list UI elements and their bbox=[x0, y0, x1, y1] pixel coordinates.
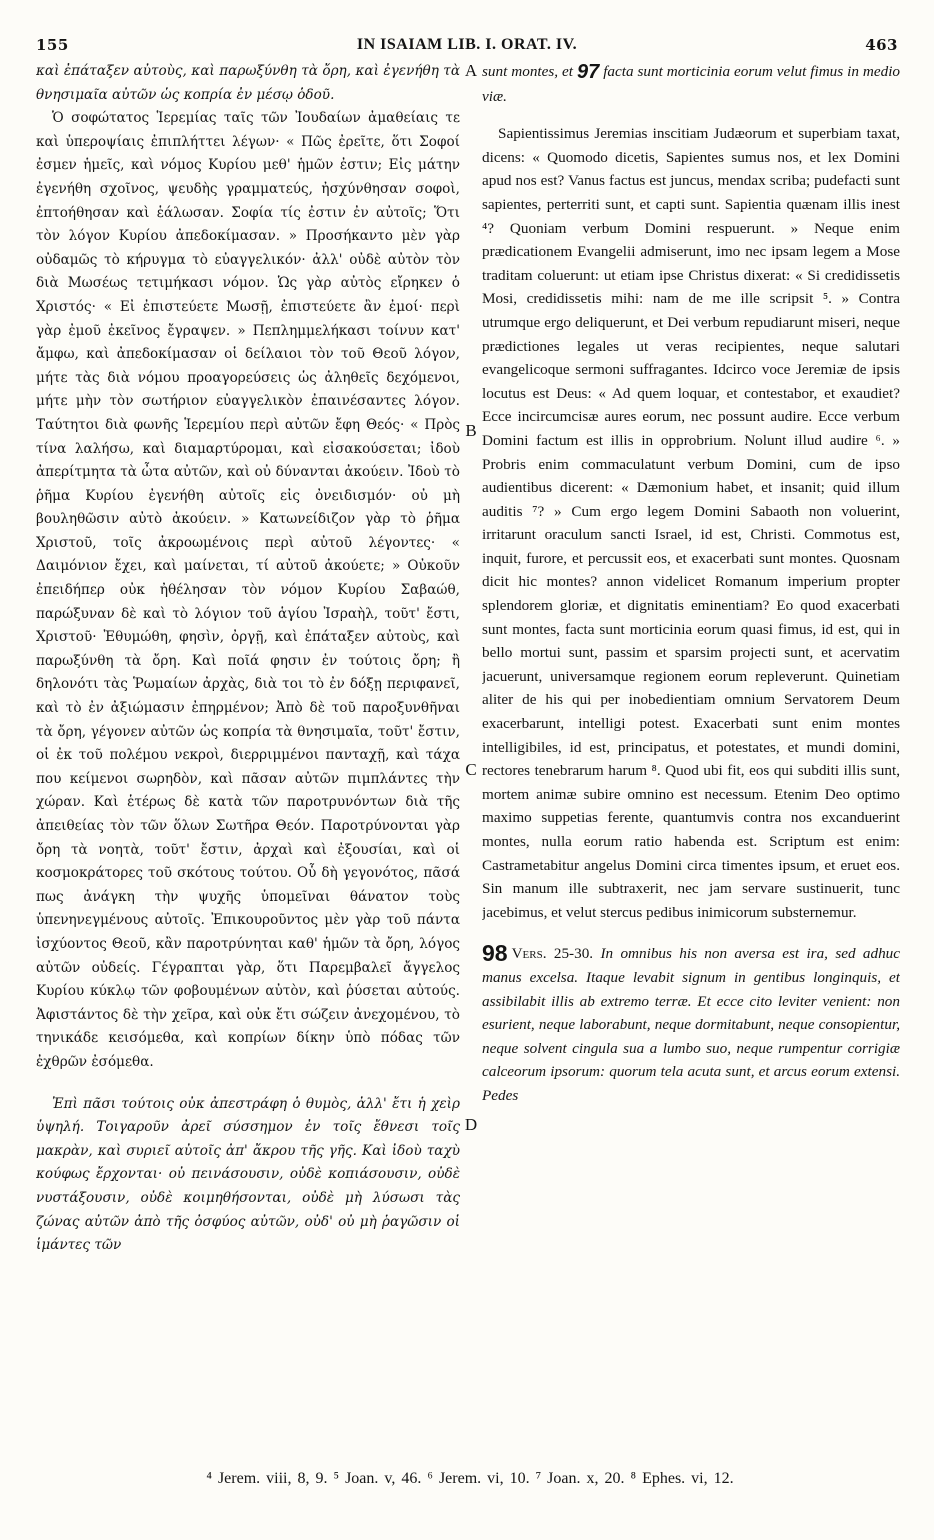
latin-lemma-bottom: 98 Vers. 25-30. In omnibus his non aversa est ira, sed adhuc manus excelsa. Itaque levabit signum in gentibus longinquis, et assibilabit illis ab extremo terræ. Et ecce cito leviter venient: non esurient, neque laborabunt, neque dormitabunt, neque consopientur, neque solvent cingula sua a lumbo suo, neque rumpentur corrigiæ calceorum ipsorum: quorum tela acuta sunt, et arcus eorum extensi. Pedes bbox=[482, 940, 900, 1104]
verse-label: Vers. 25-30. bbox=[511, 945, 594, 963]
running-head bbox=[36, 36, 898, 58]
greek-column bbox=[36, 60, 460, 1470]
latin-lemma-top: sunt montes, et 97 facta sunt morticinia eorum velut fimus in medio viæ. bbox=[482, 61, 900, 105]
greek-lemma-top: καὶ ἐπάταξεν αὐτοὺς, καὶ παρωξύνθη τὰ ὄρη, καὶ ἐγενήθη τὰ θνησιμαῖα αὐτῶν ὡς κοπρία ἐν μέσῳ ὁδοῦ. bbox=[36, 63, 460, 103]
greek-lemma-bottom: Ἐπὶ πᾶσι τούτοις οὐκ ἀπεστράφη ὁ θυμὸς, ἀλλ' ἔτι ἡ χεὶρ ὑψηλή. Τοιγαροῦν ἀρεῖ σύσσημον ἐν τοῖς ἔθνεσι τοῖς μακρὰν, καὶ συριεῖ αὐτοῖς ἀπ' ἄκρου τῆς γῆς. Καὶ ἰδοὺ ταχὺ κούφως ἔρχονται· οὐ πεινάσουσιν, οὐδὲ κοπιάσουσιν, οὐδὲ νυστάξουσιν, οὐδὲ κοιμηθήσονται, οὐδὲ μὴ λύσωσι τὰς ζώνας αὐτῶν ἀπὸ τῆς ὀσφύος αὐτῶν, οὐδ' οὐ μὴ ῥαγῶσιν οἱ ἱμάντες τῶν bbox=[36, 1095, 460, 1254]
greek-commentary: Ὁ σοφώτατος Ἱερεμίας ταῖς τῶν Ἰουδαίων ἀμαθείαις τε καὶ ὑπεροψίαις ἐπιπλήττει λέγων· « Πῶς ἐρεῖτε, ὅτι Σοφοί ἐσμεν ἡμεῖς, καὶ νόμος Κυρίου μεθ' ἡμῶν ἐστιν; Εἰς μάτην ἐγενήθη σχοῖνος, ψευδὴς γραμματεύς, ἠσχύνθησαν σοφοὶ, ἐπτοήθησαν καὶ ἑάλωσαν. Σοφία τίς ἐστιν ἐν αὐτοῖς; Ὅτι τὸν λόγον Κυρίου ἀπεδοκίμασαν. » Προσήκαντο μὲν γὰρ οὐδαμῶς τὸ κήρυγμα τὸ εὐαγγελικόν· ἀλλ' οὐδὲ αὐτὸν τὸν διὰ Μωσέως τετιμήκασι νόμον. Ὡς γὰρ αὐτὸς εἴρηκεν ὁ Χριστός· « Εἰ ἐπιστεύετε Μωσῇ, ἐπιστεύετε ἂν ἐμοί· περὶ γὰρ ἐμοῦ ἐκεῖνος ἔγραψεν. » Πεπλημμελήκασι τοίνυν κατ' ἄμφω, καὶ ἀπεδοκίμασαν οἱ δείλαιοι τὸν τοῦ Θεοῦ λόγον, μήτε τὰς διὰ νόμου προαγορεύσεις ὡς ἀληθεῖς δεχόμενοι, μήτε μὴν τὸν σωτήριον εὐαγγελικὸν ἐπαινέσαντες λόγον. Ταύτητοι διὰ φωνῆς Ἱερεμίου περὶ αὐτῶν ἔφη Θεός· « Πρὸς τίνα λαλήσω, καὶ διαμαρτύρομαι, καὶ εἰσακούσεται; ἰδοὺ ἀπερίτμητα τὰ ὦτα αὐτῶν, καὶ οὐ δύνανται ἀκούειν. Ἰδοὺ τὸ ῥῆμα Κυρίου ἐγενήθη αὐτοῖς εἰς ὀνειδισμόν· οὐ μὴ βουληθῶσιν αὐτὸ ἀκούειν. » Κατωνείδιζον γὰρ τὸ ῥῆμα Χριστοῦ, τοῖς ἀκροωμένοις περὶ αὐτοῦ λέγοντες· « Δαιμόνιον ἔχει, καὶ μαίνεται, τί αὐτοῦ ἀκούετε; » Οὐκοῦν ἐπειδήπερ οὐκ ἠθέλησαν τὸν νόμον Κυρίου Σαβαώθ, παρώξυναν δὲ καὶ τὸ λόγιον τοῦ ἁγίου Ἰσραὴλ, τοῦτ' ἔστι, Χριστοῦ· Ἐθυμώθη, φησὶν, ὀργῇ, καὶ ἐπάταξεν αὐτοὺς, καὶ παρωξύνθη τὰ ὄρη. Καὶ ποῖά φησιν ἐν τούτοις ὄρη; ἢ δηλονότι τὰς Ῥωμαίων ἀρχὰς, διὰ τοι τὸ ἐν δόξῃ περιφανεῖ, καὶ τὸ ἐν ἀξιώμασιν ἐπηρμένον; Ἀπὸ δὲ τοῦ παροξυνθῆναι τὰ ὄρη, γέγονεν αὐτῶν ὡς κοπρία τὰ θνησιμαῖα, τοῦτ' ἔστιν, οἱ ἐκ τοῦ πολέμου νεκροὶ, διερριμμένοι πανταχῇ, καὶ τάχα που κείμενοι σωρηδὸν, καὶ πᾶσαν αὐτῶν πιμπλάντες τὴν χώραν. Καὶ ἑτέρως δὲ κατὰ τῶν παροτρυνόντων διὰ τῆς ἀπειθείας τὸν τῶν ὅλων Σωτῆρα Θεόν. Παροτρύνονται γὰρ ὄρη τὰ νοητὰ, τοῦτ' ἔστιν, ἀρχαὶ καὶ ἐξουσίαι, καὶ οἱ κοσμοκράτορες τοῦ σκότους τούτου. Οὗ δὴ γεγονότος, πᾶσά πως ἀνάγκη τὴν ψυχῆς ὑπομεῖναι θάνατον τοὺς ὑπενηνεγμένους αὐτοῖς. Ἐπικουροῦντος μὲν γὰρ τοῦ πάντα ἰσχύοντος Θεοῦ, κἂν παροτρύνηται καθ' ἡμῶν τὰ ὄρη, λόγος αὐτῶν οὐδείς. Γέγραπται γὰρ, ὅτι Παρεμβαλεῖ ἄγγελος Κυρίου κύκλῳ τῶν φοβουμένων αὐτὸν, καὶ ῥύσεται αὐτούς. Ἀφιστάντος δὲ τὴν χεῖρα, καὶ οὐκ ἔτι σώζειν ἀνεχομένου, τὸ τηνικάδε κεισόμεθα, καὶ κοπρίων δίκην ὑπὸ πόδας τῶν ἐχθρῶν ἐσόμεθα. bbox=[36, 110, 460, 1070]
margin-mark-b: B bbox=[465, 421, 477, 440]
page-number-right: 463 bbox=[865, 36, 898, 54]
margin-mark-a: A bbox=[464, 61, 478, 80]
latin-commentary: Sapientissimus Jeremias inscitiam Judæorum et superbiam taxat, dicens: « Quomodo dicetis, Sapientes sumus nos, et lex Domini apud nos est? Vanus factus est juncus, mendax scriba; pudefacti sunt sapientes, perterriti sunt, et capti sunt. Sapientia quænam illis inest ⁴? Quoniam verbum Domini respuerunt. » Neque enim prædicationem Evangelii admiserunt, imo nec ipsam legem a Mose traditam coluerunt: ut etiam ipse Christus dixerat: « Si credidissetis Mosi, credidissetis mihi: nam de me ille scripsit ⁵. » Contra utrumque ergo deliquerunt, et Dei verbum repudiarunt miseri, neque prædictiones legales ut veras recipientes, neque salutari evangelicoque sermoni suffragantes. Idcirco voce Jeremiæ de ipsis locutus est Deus: « Ad quem loquar, et contestabor, et exaudiet? Ecce incircumcisæ aures eorum, nec possunt audire. Ecce verbum Domini factum est illis in opprobrium. Nolunt illud audire ⁶. » Probris enim commaculatunt verbum Domini, cum de ipso audientibus dicerent: « Dæmonium habet, et insanit; quid illum auditis ⁷? » Cum ergo legem Domini Sabaoth non voluerint, irritarunt oraculum sancti Israel, id est, Christi. Commotus est, inquit, furore, et percussit eos, et exacerbati sunt montes. Quosnam dicit hic montes? annon videlicet Romanum imperium propter splendorem gloriæ, et dignitatis eminentiam? Eo quod exacerbati sunt montes, facta sunt morticinia eorum quasi fimus, id est, qui in bello mortui sunt, passim et sparsim projecti sunt, et acervatim jacuerunt, universamque regionem eorum repleverunt. Quinetiam aliter de his qui per inobedientiam omnium Servatorem Deum exacerbarunt, intelligi potest. Exacerbati sunt enim montes intelligibiles, id est, principatus, et potestates, et mundi domini, rectores tenebrarum harum ⁸. Quod ubi fit, eos qui subditi illis sunt, mortem animæ subire omnino est necessum. Etenim Deo optimo maximo suppetias ferente, quantumvis contra nos excanduerint montes, nulla eorum ratio habenda est. Scriptum est enim: Castrametabitur angelus Domini circa timentes ipsum, et eruet eos. Sin manum ille subtraxerit, nec jam servare sustinuerit, tunc jacebimus, et velut stercus pedibus inimicorum substernemur. bbox=[482, 125, 900, 921]
section-number-97: 97 bbox=[576, 61, 600, 83]
margin-mark-d: D bbox=[464, 1115, 478, 1134]
latin-column bbox=[482, 60, 900, 1470]
section-number-98: 98 bbox=[482, 940, 508, 967]
footnotes: ⁴ Jerem. viii, 8, 9. ⁵ Joan. v, 46. ⁶ Jerem. vi, 10. ⁷ Joan. x, 20. ⁸ Ephes. vi, 12. bbox=[206, 1470, 734, 1487]
running-title: IN ISAIAM LIB. I. ORAT. IV. bbox=[356, 36, 578, 53]
page-number-left: 155 bbox=[36, 36, 69, 54]
margin-mark-c: C bbox=[465, 760, 477, 779]
